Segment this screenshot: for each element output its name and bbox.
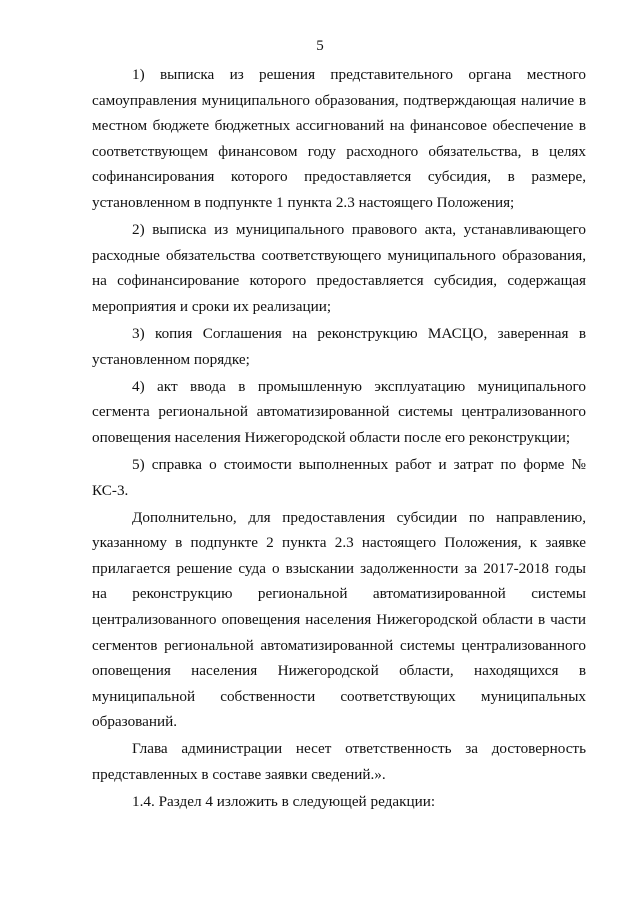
paragraph-item-5: 5) справка о стоимости выполненных работ и затрат по форме № КС-3. — [92, 455, 586, 499]
page-number: 5 — [316, 38, 324, 54]
paragraph-item-3: 3) копия Соглашения на реконструкцию МАСЦО, заверенная в установленном порядке; — [92, 324, 586, 368]
paragraph-responsibility: Глава администрации несет ответственность за достоверность представленных в составе заявки сведений.». — [92, 740, 586, 784]
paragraph-item-2: 2) выписка из муниципального правового акта, устанавливающего расходные обязательства соответствующего муниципального образования, на софинансирование которого предоставляется субсидия, содержащая мероприятия и сроки их реализации; — [92, 221, 586, 315]
paragraph-item-1: 1) выписка из решения представительного органа местного самоуправления муниципального образования, подтверждающая наличие в местном бюджете бюджетных ассигнований на финансовое обеспечение в соответствующем финансовом году расходного обязательства, в целях софинансирования которого предоставляется субсидия, в размере, установленном в подпункте 1 пункта 2.3 настоящего Положения; — [92, 66, 586, 211]
paragraph-item-4: 4) акт ввода в промышленную эксплуатацию муниципального сегмента региональной автоматизированной системы централизованного оповещения населения Нижегородской области после его реконструкции; — [92, 377, 586, 446]
paragraph-section-4: 1.4. Раздел 4 изложить в следующей редакции: — [132, 793, 436, 811]
document-body — [92, 62, 586, 816]
paragraph-additional: Дополнительно, для предоставления субсидии по направлению, указанному в подпункте 2 пункта 2.3 настоящего Положения, к заявке прилагается решение суда о взыскании задолженности за 2017-2018 годы на реконструкцию региональной автоматизированной системы централизованного оповещения населения Нижегородской области в части сегментов региональной автоматизированной системы централизованного оповещения населения Нижегородской области, находящихся в муниципальной собственности соответствующих муниципальных образований. — [92, 508, 586, 731]
